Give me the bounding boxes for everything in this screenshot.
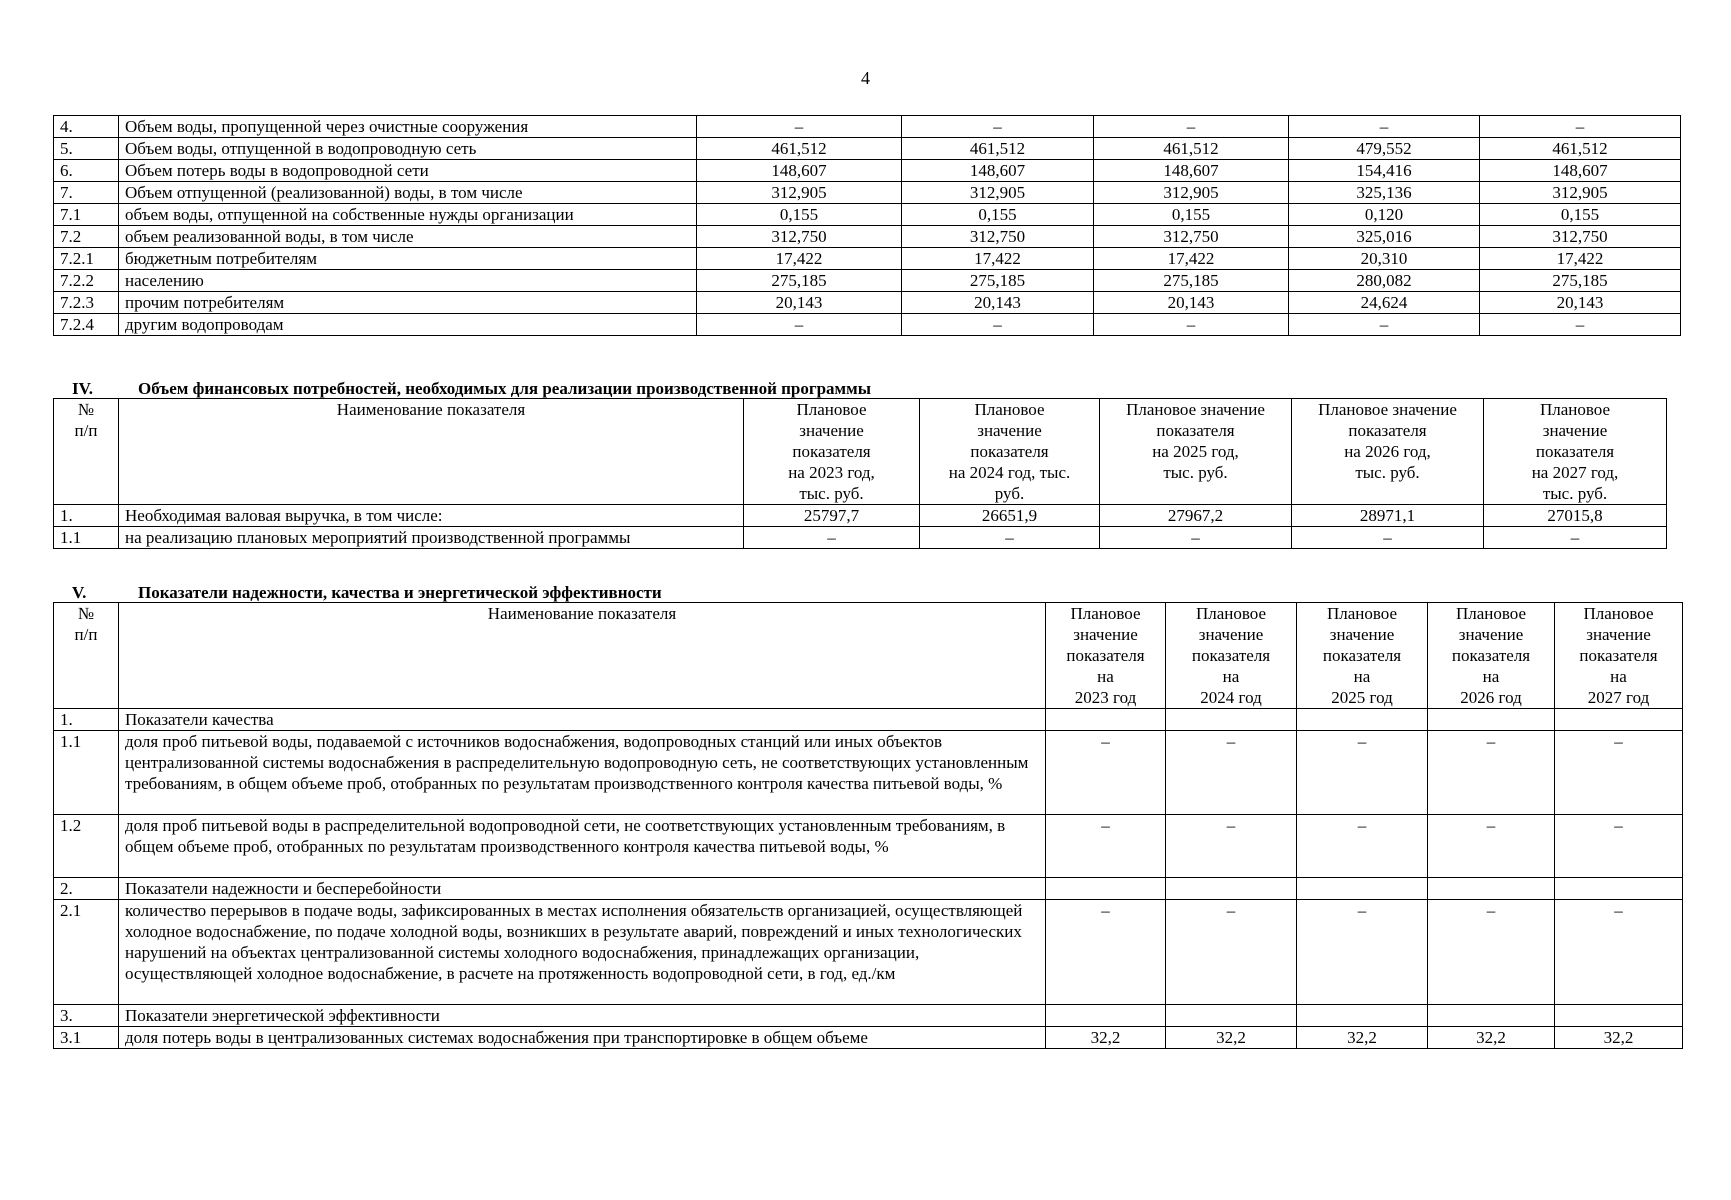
indicator-name: Объем воды, отпущенной в водопроводную сеть xyxy=(119,138,697,160)
indicator-name: доля проб питьевой воды в распределительной водопроводной сети, не соответствующих установленным требованиям, в общем объеме проб, отобранных по результатам производственного контроля качества питьевой воды, % xyxy=(119,815,1046,878)
indicator-name: Показатели качества xyxy=(119,709,1046,731)
indicator-name: Показатели энергетической эффективности xyxy=(119,1005,1046,1027)
value-cell: 25797,7 xyxy=(744,505,920,527)
indicator-name: Объем потерь воды в водопроводной сети xyxy=(119,160,697,182)
value-cell: – xyxy=(1292,527,1484,549)
value-cell: 148,607 xyxy=(902,160,1094,182)
value-cell: – xyxy=(1428,731,1555,815)
value-cell: – xyxy=(1166,731,1297,815)
header-2025: Плановое значение показателя на 2025 год xyxy=(1297,603,1428,709)
value-cell: 0,155 xyxy=(697,204,902,226)
value-cell: 312,750 xyxy=(697,226,902,248)
indicator-name: доля проб питьевой воды, подаваемой с источников водоснабжения, водопроводных станций или иных объектов централизованной системы водоснабжения в распределительную водопроводную сеть, не соответствующих установленным требованиям, в общем объеме проб, отобранных по результатам производственного контроля качества питьевой воды, % xyxy=(119,731,1046,815)
indicator-name: Объем воды, пропущенной через очистные сооружения xyxy=(119,116,697,138)
value-cell: – xyxy=(920,527,1100,549)
value-cell: – xyxy=(1094,314,1289,336)
value-cell: 461,512 xyxy=(902,138,1094,160)
row-number: 2.1 xyxy=(54,900,119,1005)
value-cell xyxy=(1555,1005,1683,1027)
table-row xyxy=(54,1027,1683,1049)
value-cell: 32,2 xyxy=(1297,1027,1428,1049)
header-2023: Плановое значение показателя на 2023 год xyxy=(1046,603,1166,709)
value-cell xyxy=(1428,878,1555,900)
value-cell: 32,2 xyxy=(1428,1027,1555,1049)
reliability-indicators-table xyxy=(53,602,1683,1049)
header-name: Наименование показателя xyxy=(119,603,1046,709)
value-cell: 32,2 xyxy=(1046,1027,1166,1049)
value-cell xyxy=(1046,1005,1166,1027)
value-cell: – xyxy=(1289,314,1480,336)
section-4-number: IV. xyxy=(72,379,93,398)
indicator-name: Необходимая валовая выручка, в том числе: xyxy=(119,505,744,527)
table-row xyxy=(54,815,1683,878)
row-number: 3. xyxy=(54,1005,119,1027)
value-cell: 0,155 xyxy=(902,204,1094,226)
value-cell: 312,750 xyxy=(902,226,1094,248)
value-cell: 154,416 xyxy=(1289,160,1480,182)
value-cell: – xyxy=(1484,527,1667,549)
value-cell: – xyxy=(697,314,902,336)
indicator-name: количество перерывов в подаче воды, зафиксированных в местах исполнения обязательств организацией, осуществляющей холодное водоснабжение, по подаче холодной воды, возникших в результате аварий, повреждений и иных технологических нарушений на объектах централизованной системы холодного водоснабжения, принадлежащих организации, осуществляющей холодное водоснабжение, в расчете на протяженность водопроводной сети, в год, ед./км xyxy=(119,900,1046,1005)
table-row xyxy=(54,292,1681,314)
row-number: 1.1 xyxy=(54,731,119,815)
table-row xyxy=(54,160,1681,182)
value-cell: 20,143 xyxy=(902,292,1094,314)
table-row xyxy=(54,116,1681,138)
value-cell xyxy=(1166,709,1297,731)
value-cell: 20,143 xyxy=(1480,292,1681,314)
table-row xyxy=(54,226,1681,248)
value-cell: – xyxy=(1428,815,1555,878)
value-cell: – xyxy=(744,527,920,549)
value-cell xyxy=(1046,709,1166,731)
row-number: 7.2.2 xyxy=(54,270,119,292)
header-2026: Плановое значение показателя на 2026 год, тыс. руб. xyxy=(1292,399,1484,505)
value-cell xyxy=(1166,1005,1297,1027)
row-number: 7.2.4 xyxy=(54,314,119,336)
financial-needs-table xyxy=(53,398,1667,549)
table-header-row xyxy=(54,603,1683,709)
value-cell: – xyxy=(1555,815,1683,878)
section-5-number: V. xyxy=(72,583,87,602)
indicator-name: объем реализованной воды, в том числе xyxy=(119,226,697,248)
row-number: 2. xyxy=(54,878,119,900)
value-cell: – xyxy=(1297,815,1428,878)
table-row xyxy=(54,138,1681,160)
value-cell xyxy=(1555,709,1683,731)
row-number: 7.2.1 xyxy=(54,248,119,270)
value-cell: 479,552 xyxy=(1289,138,1480,160)
row-number: 7.2 xyxy=(54,226,119,248)
header-name: Наименование показателя xyxy=(119,399,744,505)
value-cell: – xyxy=(1289,116,1480,138)
value-cell: 0,155 xyxy=(1480,204,1681,226)
row-number: 6. xyxy=(54,160,119,182)
table-row xyxy=(54,248,1681,270)
value-cell xyxy=(1297,709,1428,731)
table-row xyxy=(54,182,1681,204)
header-2025: Плановое значение показателя на 2025 год, тыс. руб. xyxy=(1100,399,1292,505)
table-row xyxy=(54,900,1683,1005)
value-cell: 17,422 xyxy=(1094,248,1289,270)
section-4-heading: Объем финансовых потребностей, необходимых для реализации производственной программы xyxy=(138,379,871,398)
value-cell: – xyxy=(1480,116,1681,138)
value-cell: – xyxy=(1297,731,1428,815)
row-number: 5. xyxy=(54,138,119,160)
value-cell: – xyxy=(1428,900,1555,1005)
value-cell: 20,310 xyxy=(1289,248,1480,270)
value-cell: – xyxy=(902,314,1094,336)
value-cell: 275,185 xyxy=(1480,270,1681,292)
value-cell xyxy=(1428,1005,1555,1027)
indicator-name: Показатели надежности и бесперебойности xyxy=(119,878,1046,900)
value-cell: 32,2 xyxy=(1166,1027,1297,1049)
value-cell xyxy=(1297,1005,1428,1027)
value-cell: 28971,1 xyxy=(1292,505,1484,527)
value-cell: 275,185 xyxy=(697,270,902,292)
table-row xyxy=(54,505,1667,527)
indicator-name: доля потерь воды в централизованных системах водоснабжения при транспортировке в общем объеме xyxy=(119,1027,1046,1049)
indicator-name: другим водопроводам xyxy=(119,314,697,336)
value-cell: 275,185 xyxy=(902,270,1094,292)
table-row xyxy=(54,204,1681,226)
row-number: 7. xyxy=(54,182,119,204)
value-cell: 32,2 xyxy=(1555,1027,1683,1049)
header-2024: Плановое значение показателя на 2024 год xyxy=(1166,603,1297,709)
row-number: 1. xyxy=(54,709,119,731)
header-2027: Плановое значение показателя на 2027 год, тыс. руб. xyxy=(1484,399,1667,505)
value-cell: – xyxy=(697,116,902,138)
value-cell: – xyxy=(1046,815,1166,878)
value-cell: 312,905 xyxy=(1480,182,1681,204)
table-row xyxy=(54,731,1683,815)
value-cell xyxy=(1555,878,1683,900)
value-cell: – xyxy=(1166,900,1297,1005)
value-cell: 24,624 xyxy=(1289,292,1480,314)
header-number: № п/п xyxy=(54,399,119,505)
value-cell: 17,422 xyxy=(902,248,1094,270)
value-cell: 148,607 xyxy=(1480,160,1681,182)
header-number: № п/п xyxy=(54,603,119,709)
value-cell: – xyxy=(1297,900,1428,1005)
page-number: 4 xyxy=(861,68,870,88)
value-cell: – xyxy=(1094,116,1289,138)
table-row xyxy=(54,270,1681,292)
indicator-name: бюджетным потребителям xyxy=(119,248,697,270)
header-2026: Плановое значение показателя на 2026 год xyxy=(1428,603,1555,709)
value-cell: 275,185 xyxy=(1094,270,1289,292)
value-cell: – xyxy=(1166,815,1297,878)
row-number: 4. xyxy=(54,116,119,138)
value-cell xyxy=(1428,709,1555,731)
section-4-title xyxy=(72,379,871,399)
value-cell: 312,750 xyxy=(1094,226,1289,248)
value-cell: 461,512 xyxy=(697,138,902,160)
value-cell: – xyxy=(1100,527,1292,549)
value-cell: 312,905 xyxy=(697,182,902,204)
row-number: 3.1 xyxy=(54,1027,119,1049)
value-cell: – xyxy=(1480,314,1681,336)
value-cell xyxy=(1046,878,1166,900)
value-cell: 148,607 xyxy=(1094,160,1289,182)
indicator-name: прочим потребителям xyxy=(119,292,697,314)
indicator-name: объем воды, отпущенной на собственные нужды организации xyxy=(119,204,697,226)
value-cell: 17,422 xyxy=(697,248,902,270)
table-row xyxy=(54,314,1681,336)
value-cell: 148,607 xyxy=(697,160,902,182)
table-row xyxy=(54,1005,1683,1027)
value-cell: – xyxy=(1046,900,1166,1005)
section-5-title xyxy=(72,583,662,603)
value-cell: 312,905 xyxy=(1094,182,1289,204)
value-cell: 325,136 xyxy=(1289,182,1480,204)
value-cell: – xyxy=(1555,731,1683,815)
value-cell xyxy=(1166,878,1297,900)
value-cell: – xyxy=(1555,900,1683,1005)
row-number: 7.1 xyxy=(54,204,119,226)
value-cell: 27015,8 xyxy=(1484,505,1667,527)
header-2023: Плановое значение показателя на 2023 год, тыс. руб. xyxy=(744,399,920,505)
value-cell: 0,120 xyxy=(1289,204,1480,226)
table-row xyxy=(54,878,1683,900)
value-cell: 17,422 xyxy=(1480,248,1681,270)
water-balance-table xyxy=(53,115,1681,336)
row-number: 1.1 xyxy=(54,527,119,549)
value-cell: 27967,2 xyxy=(1100,505,1292,527)
header-2024: Плановое значение показателя на 2024 год, тыс. руб. xyxy=(920,399,1100,505)
value-cell: 20,143 xyxy=(697,292,902,314)
value-cell: 312,905 xyxy=(902,182,1094,204)
indicator-name: Объем отпущенной (реализованной) воды, в том числе xyxy=(119,182,697,204)
table-row xyxy=(54,709,1683,731)
value-cell: 26651,9 xyxy=(920,505,1100,527)
row-number: 1. xyxy=(54,505,119,527)
header-2027: Плановое значение показателя на 2027 год xyxy=(1555,603,1683,709)
row-number: 1.2 xyxy=(54,815,119,878)
value-cell: 461,512 xyxy=(1094,138,1289,160)
indicator-name: населению xyxy=(119,270,697,292)
value-cell: 20,143 xyxy=(1094,292,1289,314)
table-header-row xyxy=(54,399,1667,505)
value-cell: 280,082 xyxy=(1289,270,1480,292)
row-number: 7.2.3 xyxy=(54,292,119,314)
value-cell: 312,750 xyxy=(1480,226,1681,248)
value-cell: 0,155 xyxy=(1094,204,1289,226)
table-row xyxy=(54,527,1667,549)
value-cell: – xyxy=(1046,731,1166,815)
value-cell: 461,512 xyxy=(1480,138,1681,160)
indicator-name: на реализацию плановых мероприятий производственной программы xyxy=(119,527,744,549)
value-cell xyxy=(1297,878,1428,900)
value-cell: 325,016 xyxy=(1289,226,1480,248)
section-5-heading: Показатели надежности, качества и энергетической эффективности xyxy=(138,583,662,602)
value-cell: – xyxy=(902,116,1094,138)
